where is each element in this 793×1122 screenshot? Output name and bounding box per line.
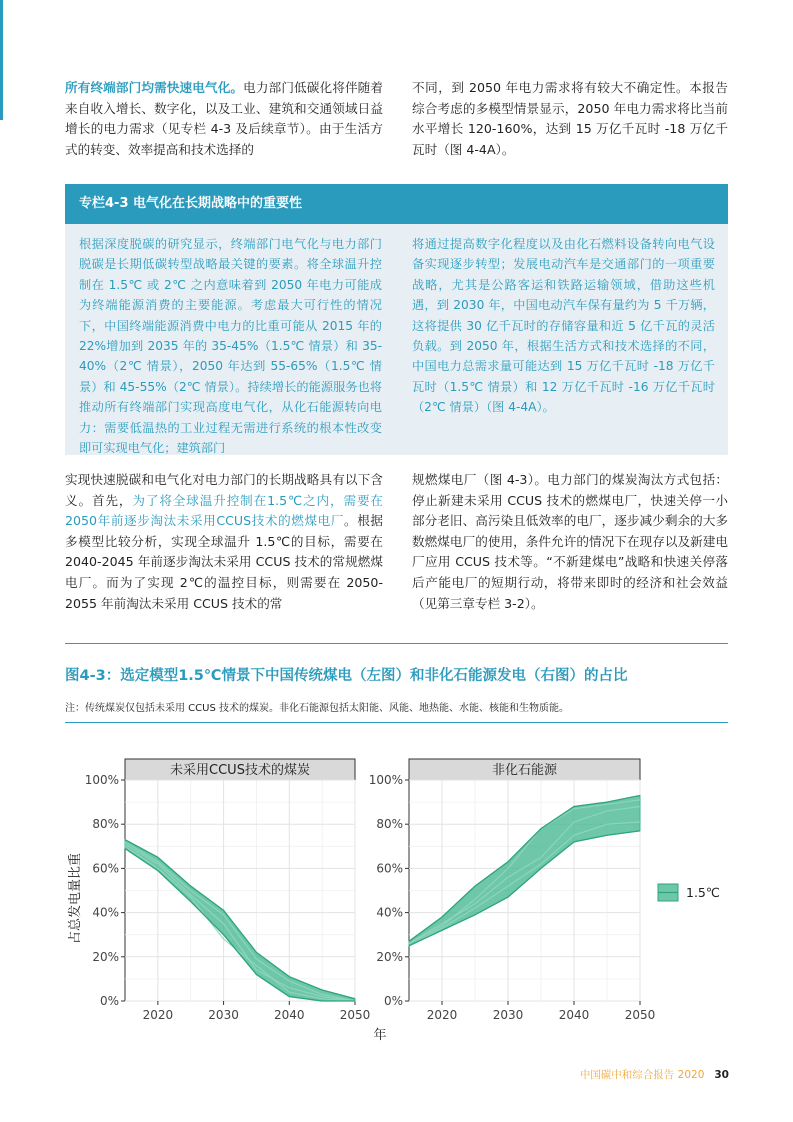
y-tick-label: 0% [99, 994, 119, 1008]
figure-chart [0, 740, 793, 1050]
x-axis-label: 年 [373, 1028, 387, 1043]
mid-left-paragraph [65, 470, 383, 614]
page-number: 30 [714, 1069, 729, 1081]
top-left-rest: 电力部门低碳化将伴随着来自收入增长、数字化，以及工业、建筑和交通领域日益增长的电力需求（见专栏 4-3 及后续章节）。由于生活方式的转变、效率提高和技术选择的 [65, 80, 384, 157]
box-left-text: 根据深度脱碳的研究显示，终端部门电气化与电力部门脱碳是长期低碳转型战略最关键的要素。将全球温升控制在 1.5℃ 或 2℃ 之内意味着到 2050 年电力可能成为终端能源消费的主要能源。考虑最大可行性的情况下，中国终端能源消费中电力的比重可能从 2015 年的 22%增加到 2035 年的 35-45%（1.5℃ 情景）和 35-40%（2℃ 情景），2050 年达到 55-65%（1.5℃ 情景）和 45-55%（2℃ 情景）。持续增长的能源服务也将推动所有终端部门实现高度电气化，从化石能源转向电力：需要低温热的工业过程无需进行系统的根本性改变即可实现电气化；建筑部门 [79, 237, 382, 456]
y-tick-label: 100% [84, 773, 119, 787]
x-tick-label: 2020 [426, 1008, 458, 1022]
figure-title: 图4-3：选定模型1.5℃情景下中国传统煤电（左图）和非化石能源发电（右图）的占比 [65, 668, 628, 684]
legend [658, 884, 720, 901]
y-tick-label: 0% [383, 994, 403, 1008]
x-tick-label: 2050 [339, 1008, 371, 1022]
y-tick-label: 60% [92, 861, 119, 876]
panel-title: 未采用CCUS技术的煤炭 [170, 763, 310, 778]
top-right-paragraph: 不同，到 2050 年电力需求将有较大不确定性。本报告综合考虑的多模型情景显示，2050 年电力需求将比当前水平增长 120-160%，达到 15 万亿千瓦时 -18 万亿千瓦时（图 4-4A）。 [412, 80, 728, 157]
x-tick-label: 2040 [274, 1008, 305, 1022]
side-accent-line [0, 0, 3, 120]
footer-title: 中国碳中和综合报告 2020 [579, 1069, 705, 1081]
mid-left-b: 。根据多模型比较分析，实现全球温升 1.5℃的目标，需要在 2040-2045 年前逐步淘汰未采用 CCUS 技术的常规燃煤电厂。而为了实现 2℃的温控目标，则需要在 2050-2055 年前淘汰未采用 CCUS 技术的常 [65, 513, 383, 611]
page-footer [580, 1067, 729, 1082]
box-right-text: 将通过提高数字化程度以及由化石燃料设备转向电气设备实现逐步转型；发展电动汽车是交通部门的一项重要战略，尤其是公路客运和铁路运输领域，借助这些机遇，到 2030 年，中国电动汽车保有量约为 5 千万辆，这将提供 30 亿千瓦时的存储容量和近 5 亿千瓦的灵活负载。到 2050 年，根据生活方式和技术选择的不同，中国电力总需求量可能达到 15 万亿千瓦时 -18 万亿千瓦时（1.5℃ 情景）和 12 万亿千瓦时 -16 万亿千瓦时（2℃ 情景）（图 4-4A）。 [412, 237, 715, 415]
y-tick-label: 40% [92, 905, 119, 920]
figure-note-rule [65, 722, 728, 723]
y-tick-label: 80% [376, 817, 403, 832]
y-tick-label: 100% [368, 773, 403, 787]
box-title: 专栏4-3 电气化在长期战略中的重要性 [65, 184, 728, 224]
mid-left-highlight: 为了将全球温升控制在1.5℃之内，需要在2050年前逐步淘汰未采用CCUS技术的燃煤电厂 [65, 492, 384, 529]
y-tick-label: 80% [92, 817, 119, 832]
panel-title: 非化石能源 [491, 763, 558, 778]
x-tick-label: 2040 [558, 1008, 590, 1022]
figure-top-rule [65, 643, 728, 644]
legend-label: 1.5℃ [686, 885, 720, 900]
x-tick-label: 2030 [492, 1008, 524, 1022]
y-tick-label: 20% [92, 949, 119, 964]
x-tick-label: 2020 [142, 1008, 174, 1022]
y-tick-label: 40% [376, 905, 403, 920]
chart-panel-0 [85, 759, 371, 1022]
y-tick-label: 20% [376, 949, 403, 964]
mid-left-a: 实现快速脱碳和电气化对电力部门的长期战略具有以下含义。首先， [65, 472, 383, 508]
top-left-paragraph [65, 78, 383, 160]
y-axis-label: 占总发电量比重 [68, 852, 83, 945]
x-tick-label: 2050 [624, 1008, 656, 1022]
top-left-lead: 所有终端部门均需快速电气化。 [65, 80, 244, 95]
mid-right-paragraph: 规燃煤电厂（图 4-3）。电力部门的煤炭淘汰方式包括：停止新建未采用 CCUS 技术的燃煤电厂，快速关停一小部分老旧、高污染且低效率的电厂，逐步减少剩余的大多数燃煤电厂的使用，条件允许的情况下在现存以及新建电厂应用 CCUS 技术等。“不新建煤电”战略和快速关停落后产能电厂的短期行动，将带来即时的经济和社会效益（见第三章专栏 3-2）。 [412, 472, 728, 611]
x-tick-label: 2030 [208, 1008, 239, 1022]
y-tick-label: 60% [376, 861, 403, 876]
figure-note: 注：传统煤炭仅包括未采用 CCUS 技术的煤炭。非化石能源包括太阳能、风能、地热能、水能、核能和生物质能。 [65, 703, 569, 714]
chart-panel-1 [369, 759, 656, 1022]
